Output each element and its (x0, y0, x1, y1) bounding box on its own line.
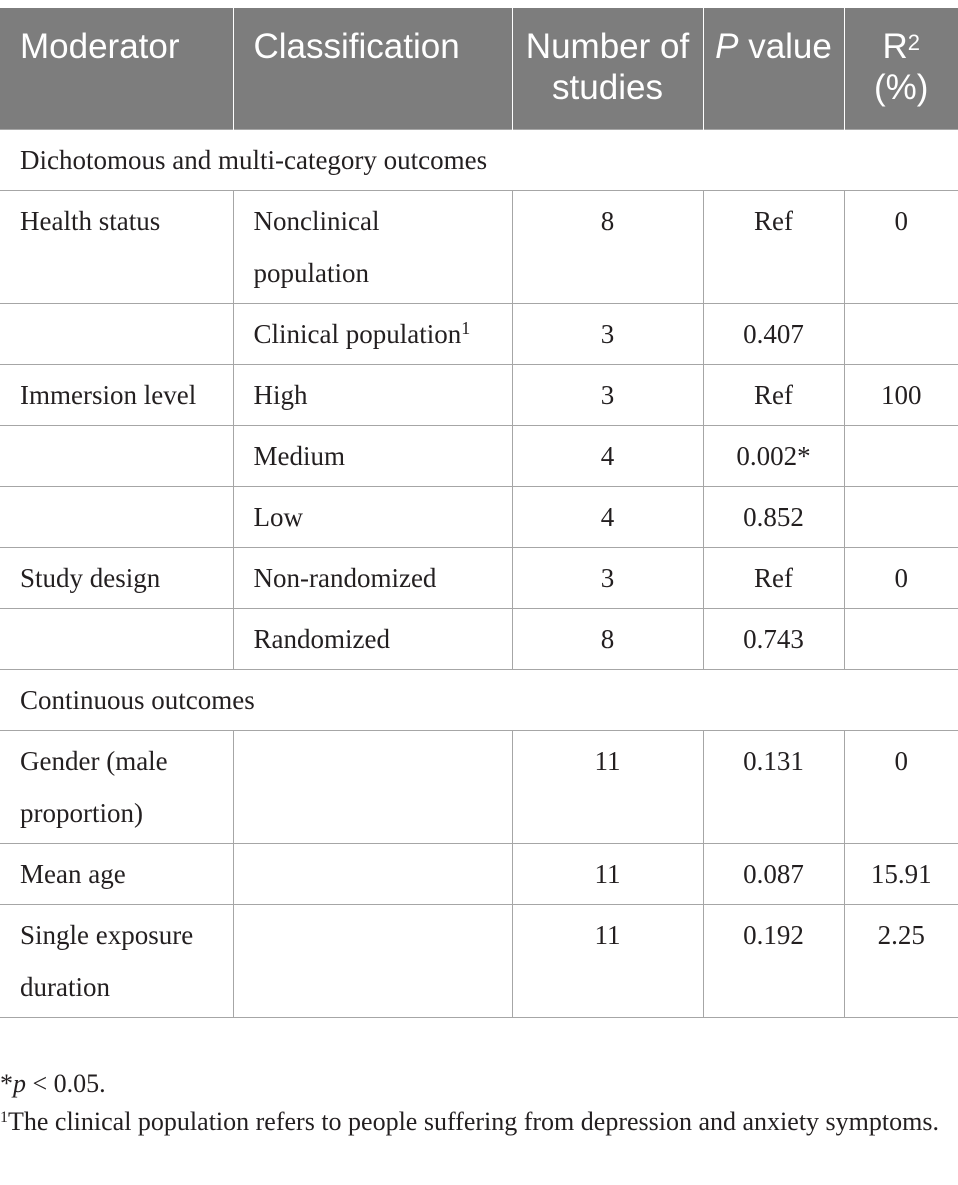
header-p-value (703, 8, 844, 129)
cell-classification: Low (233, 486, 512, 547)
cell-p-value: Ref (703, 190, 844, 303)
table-row (0, 843, 958, 904)
cell-moderator: Single exposure duration (0, 904, 233, 1017)
footnote-threshold: < 0.05. (26, 1069, 106, 1098)
cell-moderator (0, 425, 233, 486)
cell-r2: 100 (844, 364, 958, 425)
cell-p-value: Ref (703, 547, 844, 608)
cell-moderator: Gender (male proportion) (0, 730, 233, 843)
cell-number-of-studies: 3 (512, 303, 703, 364)
table-row (0, 904, 958, 1017)
cell-p-value: 0.407 (703, 303, 844, 364)
table-header-row (0, 8, 958, 129)
moderator-analysis-table (0, 8, 958, 1018)
table-row (0, 608, 958, 669)
footnote-clinical (0, 1102, 940, 1142)
cell-number-of-studies: 11 (512, 730, 703, 843)
header-number-of-studies: Number of studies (512, 8, 703, 129)
cell-moderator: Mean age (0, 843, 233, 904)
header-moderator: Moderator (0, 8, 233, 129)
table-row (0, 425, 958, 486)
section-title: Continuous outcomes (0, 669, 958, 730)
cell-number-of-studies: 4 (512, 425, 703, 486)
cell-moderator: Health status (0, 190, 233, 303)
cell-p-value: 0.743 (703, 608, 844, 669)
table-row (0, 190, 958, 303)
footnote-marker: 1 (0, 1109, 8, 1126)
cell-r2 (844, 608, 958, 669)
cell-number-of-studies: 4 (512, 486, 703, 547)
header-r2 (844, 8, 958, 129)
cell-number-of-studies: 8 (512, 190, 703, 303)
cell-r2 (844, 303, 958, 364)
cell-classification (233, 303, 512, 364)
cell-classification: Randomized (233, 608, 512, 669)
cell-classification (233, 730, 512, 843)
cell-classification: Non-randomized (233, 547, 512, 608)
cell-r2: 0 (844, 547, 958, 608)
footnote-p: p (13, 1069, 26, 1098)
cell-number-of-studies: 11 (512, 843, 703, 904)
footnote-star: * (0, 1069, 13, 1098)
cell-p-value: 0.131 (703, 730, 844, 843)
cell-p-value: 0.192 (703, 904, 844, 1017)
header-r2-sup: 2 (907, 30, 921, 55)
cell-moderator (0, 608, 233, 669)
cell-moderator: Immersion level (0, 364, 233, 425)
cell-classification (233, 843, 512, 904)
table-row (0, 730, 958, 843)
cell-r2: 0 (844, 190, 958, 303)
cell-number-of-studies: 11 (512, 904, 703, 1017)
table-row (0, 547, 958, 608)
cell-r2 (844, 486, 958, 547)
cell-r2 (844, 425, 958, 486)
cell-moderator (0, 486, 233, 547)
table-row (0, 303, 958, 364)
cell-number-of-studies: 3 (512, 547, 703, 608)
section-title: Dichotomous and multi-category outcomes (0, 129, 958, 190)
table-row (0, 486, 958, 547)
cell-classification: Medium (233, 425, 512, 486)
footnote-significance (0, 1064, 940, 1104)
cell-p-value: 0.087 (703, 843, 844, 904)
cell-number-of-studies: 3 (512, 364, 703, 425)
cell-classification: Nonclinical population (233, 190, 512, 303)
table-row (0, 364, 958, 425)
header-r2-main: R (882, 27, 908, 66)
footnote-marker: 1 (461, 317, 471, 338)
header-r2-unit: (%) (874, 68, 929, 107)
header-classification: Classification (233, 8, 512, 129)
section-row-continuous (0, 669, 958, 730)
classification-text: Clinical population (253, 318, 462, 349)
cell-classification (233, 904, 512, 1017)
section-row-dichotomous (0, 129, 958, 190)
cell-moderator (0, 303, 233, 364)
cell-r2: 0 (844, 730, 958, 843)
cell-classification: High (233, 364, 512, 425)
cell-p-value: 0.002* (703, 425, 844, 486)
cell-p-value: Ref (703, 364, 844, 425)
cell-p-value: 0.852 (703, 486, 844, 547)
cell-r2: 15.91 (844, 843, 958, 904)
cell-moderator: Study design (0, 547, 233, 608)
header-p-italic: P (715, 27, 739, 66)
header-p-rest: value (738, 27, 832, 66)
cell-r2: 2.25 (844, 904, 958, 1017)
footnote-text: The clinical population refers to people suffering from depression and anxiety symptoms. (8, 1107, 939, 1136)
cell-number-of-studies: 8 (512, 608, 703, 669)
